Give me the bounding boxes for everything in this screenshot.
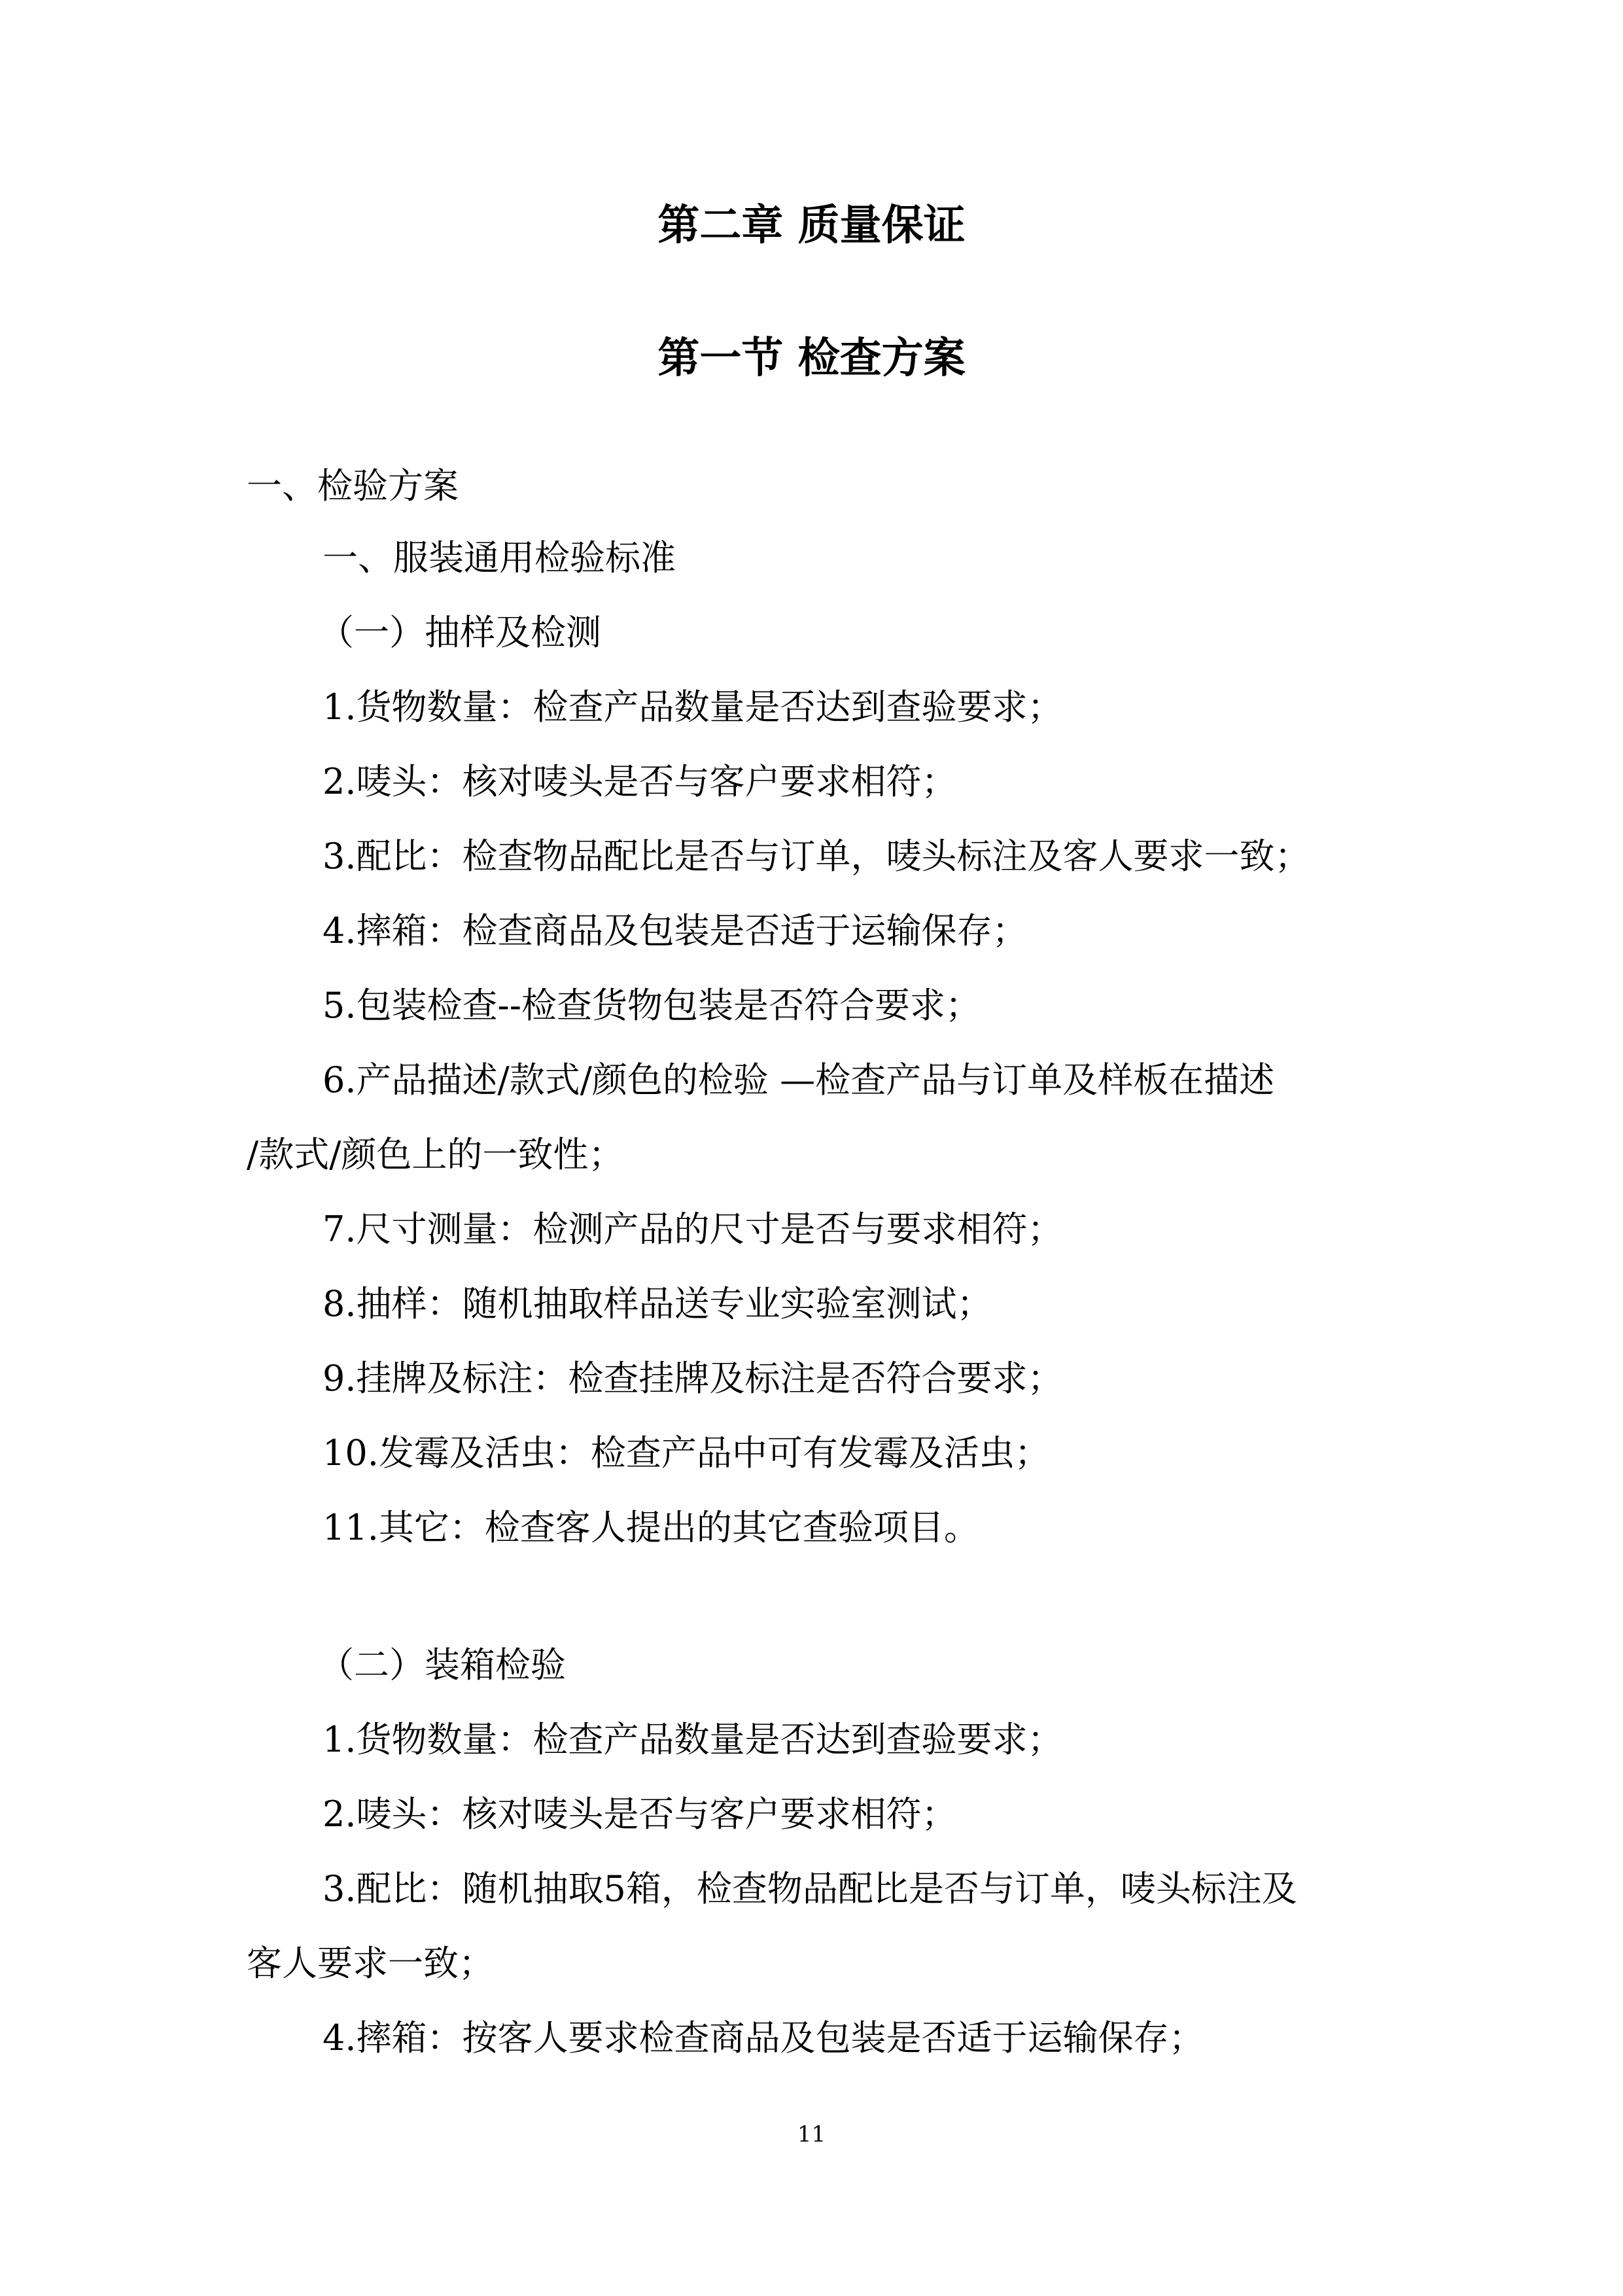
list-item: 4.摔箱：检查商品及包装是否适于运输保存； xyxy=(323,910,1028,951)
list-item-continuation: /款式/颜色上的一致性； xyxy=(247,1134,624,1175)
list-item: 10.发霉及活虫：检查产品中可有发霉及活虫； xyxy=(323,1432,1050,1474)
list-item: 8.抽样：随机抽取样品送专业实验室测试； xyxy=(323,1283,992,1324)
page-number: 11 xyxy=(797,2121,826,2147)
list-item: 4.摔箱：按客人要求检查商品及包装是否适于运输保存； xyxy=(323,2017,1204,2058)
list-item: 11.其它：检查客人提出的其它查验项目。 xyxy=(323,1507,979,1548)
list-item: 2.唛头：核对唛头是否与客户要求相符； xyxy=(323,1793,957,1835)
group-heading-sampling: （一）抽样及检测 xyxy=(319,612,601,653)
list-item: 6.产品描述/款式/颜色的检验 —检查产品与订单及样板在描述 xyxy=(323,1059,1275,1101)
list-item: 5.包装检查--检查货物包装是否符合要求； xyxy=(323,985,981,1026)
group-heading-packing: （二）装箱检验 xyxy=(319,1644,566,1686)
list-item: 1.货物数量：检查产品数量是否达到查验要求； xyxy=(323,1719,1063,1760)
chapter-title: 第二章 质量保证 xyxy=(657,202,966,250)
section-title: 第一节 检查方案 xyxy=(657,334,966,383)
list-item: 3.配比：检查物品配比是否与订单，唛头标注及客人要求一致； xyxy=(323,836,1310,877)
list-item-continuation: 客人要求一致； xyxy=(247,1943,494,1984)
list-item: 9.挂牌及标注：检查挂牌及标注是否符合要求； xyxy=(323,1358,1063,1399)
list-item: 2.唛头：核对唛头是否与客户要求相符； xyxy=(323,761,957,802)
part-heading: 一、检验方案 xyxy=(247,465,459,506)
list-item: 1.货物数量：检查产品数量是否达到查验要求； xyxy=(323,686,1063,728)
list-item: 7.尺寸测量：检测产品的尺寸是否与要求相符； xyxy=(323,1209,1063,1250)
list-item: 3.配比：随机抽取5箱，检查物品配比是否与订单，唛头标注及 xyxy=(323,1868,1297,1909)
subsection-heading: 一、服装通用检验标准 xyxy=(323,537,676,578)
